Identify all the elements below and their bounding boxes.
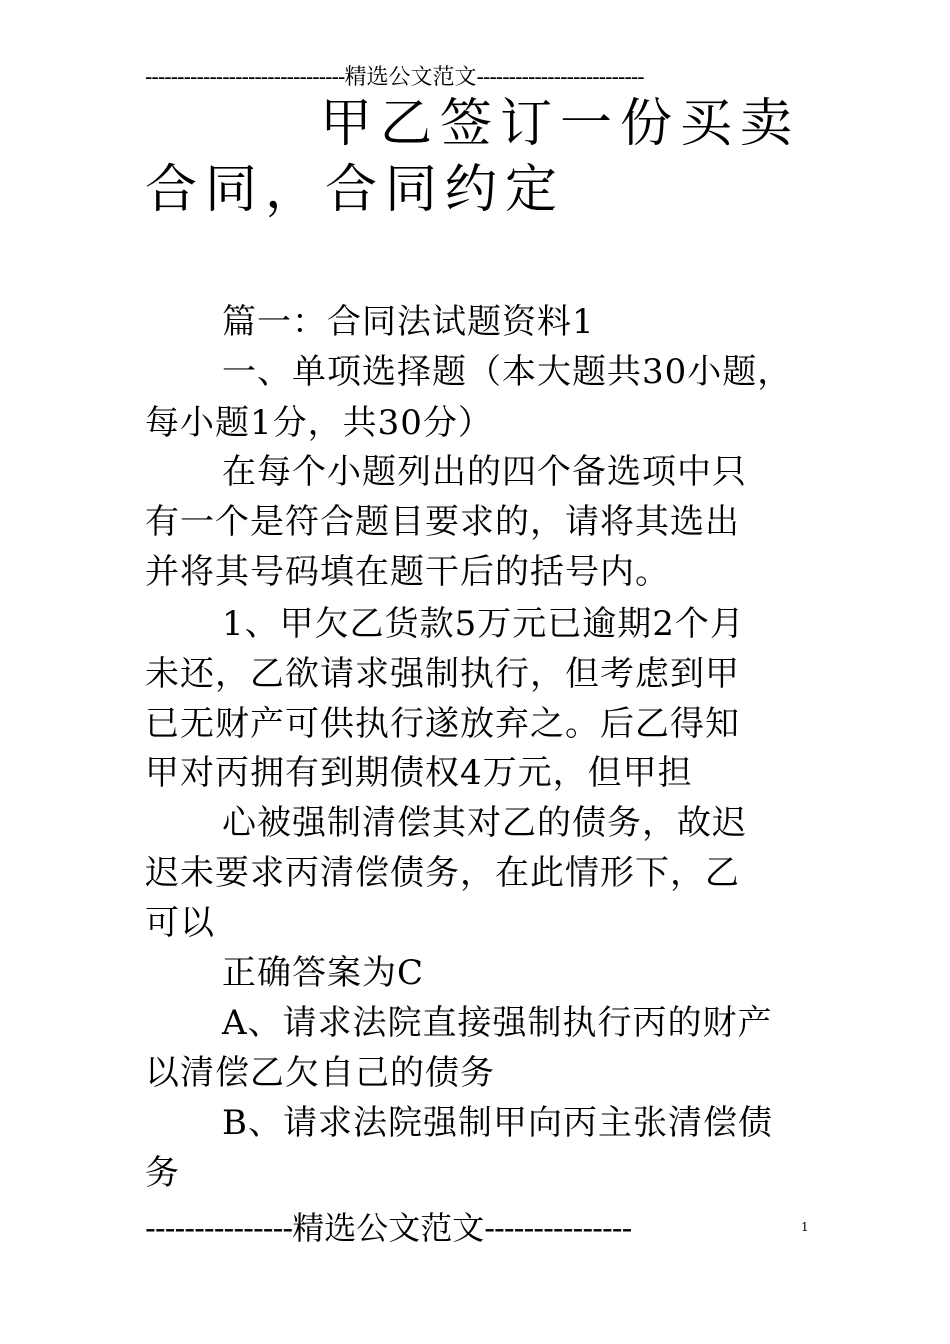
body-line: 甲对丙拥有到期债权4万元，但甲担 bbox=[145, 753, 693, 793]
header-dashes-right: -------------------------- bbox=[476, 65, 644, 90]
body-line: 并将其号码填在题干后的括号内。 bbox=[145, 552, 670, 592]
body-line: 以清偿乙欠自己的债务 bbox=[145, 1053, 495, 1093]
answer-line: 正确答案为C bbox=[222, 953, 425, 993]
document-title-line-1: 甲乙签订一份买卖 bbox=[320, 94, 801, 154]
document-title-line-2: 合同，合同约定 bbox=[145, 160, 566, 220]
body-line: 可以 bbox=[145, 903, 215, 943]
body-line: 已无财产可供执行遂放弃之。后乙得知 bbox=[145, 704, 740, 744]
footer-label: 精选公文范文 bbox=[292, 1209, 485, 1247]
body-line: 在每个小题列出的四个备选项中只 bbox=[222, 452, 747, 492]
body-line: 务 bbox=[145, 1153, 180, 1193]
footer-dashes-left: --------------- bbox=[145, 1209, 293, 1247]
body-line: 每小题1分，共30分） bbox=[145, 403, 493, 443]
section-heading: 篇一：合同法试题资料1 bbox=[222, 302, 595, 342]
option-b: B、请求法院强制甲向丙主张清偿债 bbox=[222, 1103, 773, 1143]
page-footer bbox=[145, 1208, 785, 1248]
body-line: 有一个是符合题目要求的，请将其选出 bbox=[145, 502, 740, 542]
header-label: 精选公文范文 bbox=[344, 65, 477, 90]
body-line: 一、单项选择题（本大题共30小题， bbox=[222, 352, 793, 392]
body-line: 1、甲欠乙货款5万元已逾期2个月 bbox=[222, 604, 745, 644]
page-number: 1 bbox=[801, 1220, 809, 1234]
body-line: 心被强制清偿其对乙的债务，故迟 bbox=[222, 803, 747, 843]
page-header bbox=[145, 64, 805, 92]
body-line: 未还，乙欲请求强制执行，但考虑到甲 bbox=[145, 654, 740, 694]
header-dashes-left: ------------------------------- bbox=[145, 65, 345, 90]
body-line: 迟未要求丙清偿债务，在此情形下，乙 bbox=[145, 853, 740, 893]
option-a: A、请求法院直接强制执行丙的财产 bbox=[222, 1003, 773, 1043]
footer-dashes-right: --------------- bbox=[484, 1209, 632, 1247]
